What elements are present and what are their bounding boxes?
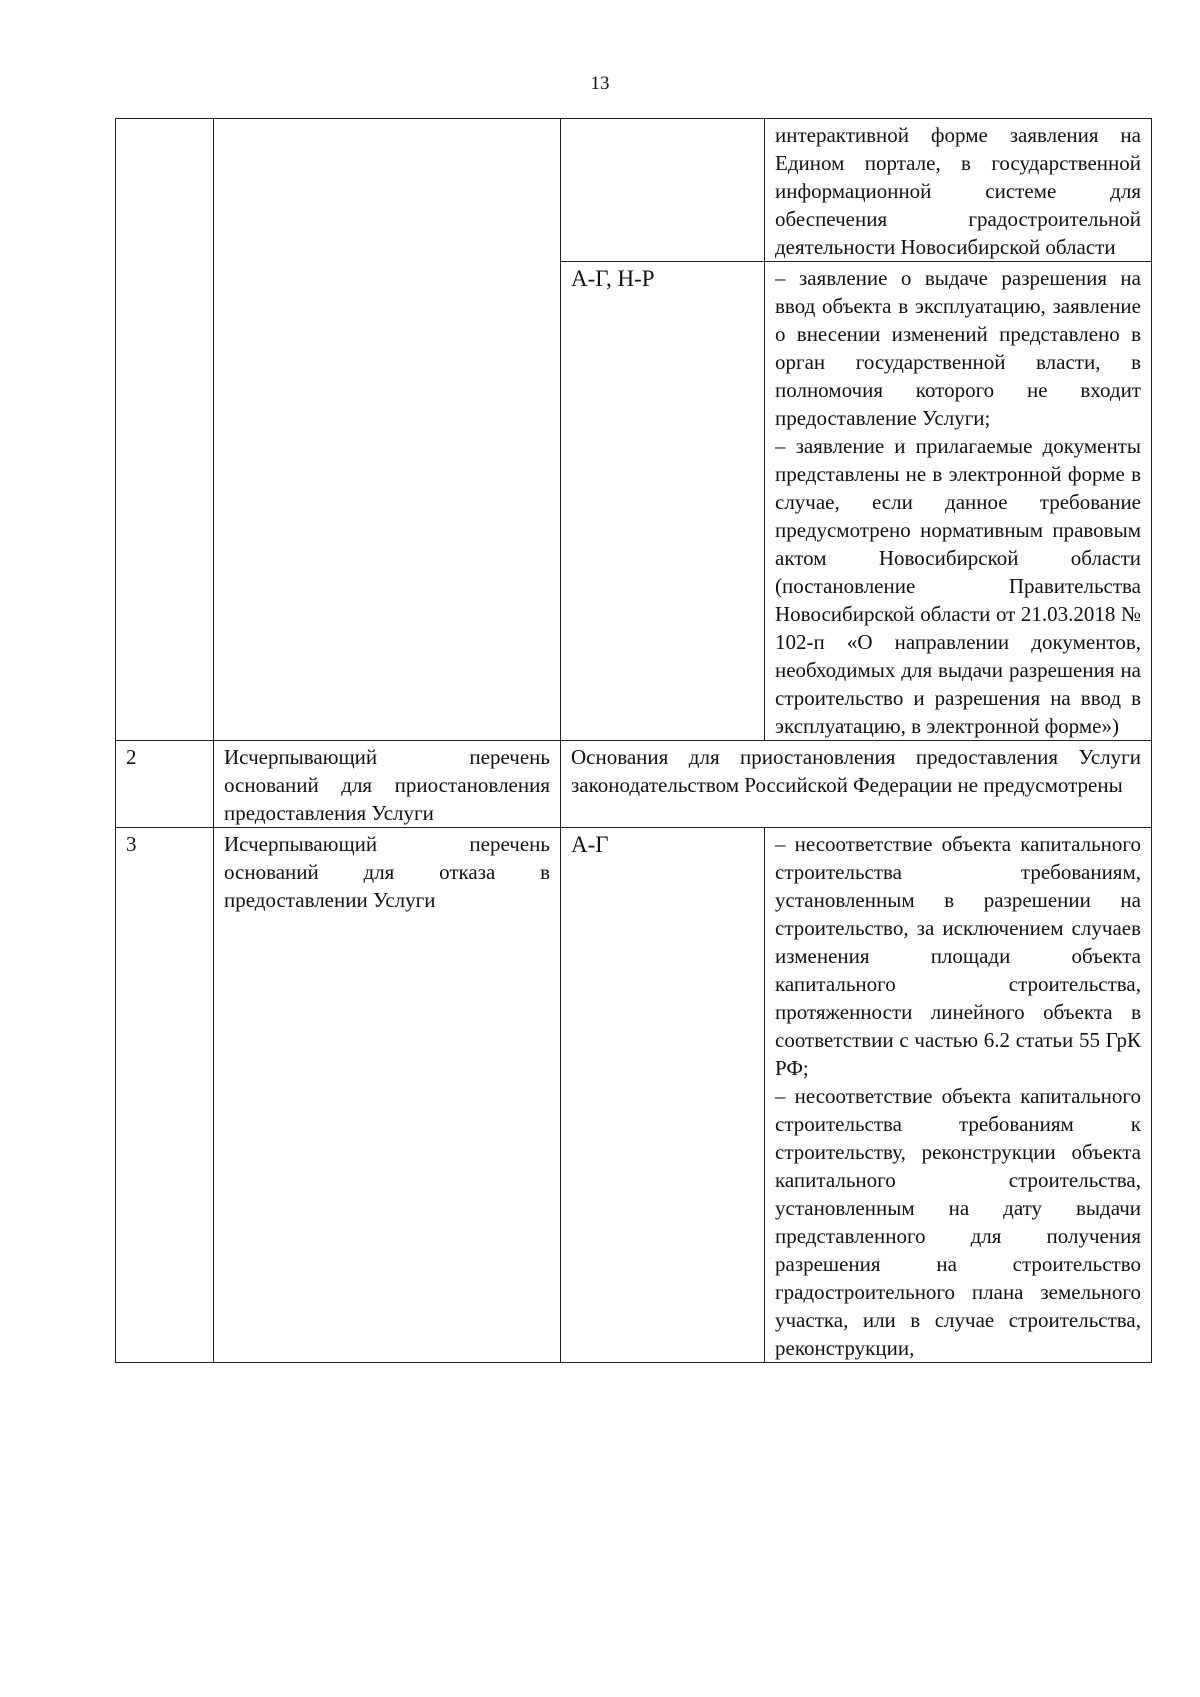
code-cell — [561, 828, 765, 1363]
row-text: Основания для приостановления предоставления Услуги законодательством Российской Федерации не предусмотрены — [571, 745, 1141, 797]
row-title-cell — [214, 741, 561, 828]
table-row — [116, 741, 1152, 828]
row-number: 3 — [126, 832, 137, 856]
table-row — [116, 828, 1152, 1363]
row-title-cell — [214, 828, 561, 1363]
row-number-cell — [116, 828, 214, 1363]
row-title: Исчерпывающий перечень оснований для приостановления предоставления Услуги — [224, 745, 550, 825]
reason-paragraph: – несоответствие объекта капитального строительства требованиям, установленным в разрешении на строительство, за исключением случаев изменения площади объекта капитального строительства, протяженности линейного объекта в соответствии с частью 6.2 статьи 55 ГрК РФ; — [775, 832, 1141, 1080]
merged-text-cell — [561, 741, 1152, 828]
service-code: А-Г — [571, 832, 609, 857]
row-number: 2 — [126, 745, 137, 769]
code-cell — [561, 262, 765, 741]
reason-paragraph: – заявление и прилагаемые документы представлены не в электронной форме в случае, если данное требование предусмотрено нормативным правовым актом Новосибирской области (постановление Правительства Новосибирской области от 21.03.2018 № 102-п «О направлении документов, необходимых для выдачи разрешения на строительство и разрешения на ввод в эксплуатацию, в электронной форме») — [775, 434, 1141, 738]
reason-paragraph: – несоответствие объекта капитального строительства требованиям к строительству, реконструкции объекта капитального строительства, установленным на дату выдачи представленного для получения разрешения на строительство градостроительного плана земельного участка, или в случае строительства, реконструкции, — [775, 1084, 1141, 1360]
table-row — [116, 119, 1152, 262]
reason-cell — [765, 262, 1152, 741]
page-number: 13 — [590, 73, 610, 94]
reason-cell — [765, 119, 1152, 262]
service-code: А-Г, Н-Р — [571, 266, 655, 291]
row-title: Исчерпывающий перечень оснований для отказа в предоставлении Услуги — [224, 832, 550, 912]
code-cell — [561, 119, 765, 262]
row-number-cell — [116, 741, 214, 828]
row-number-cell — [116, 119, 214, 741]
reason-cell — [765, 828, 1152, 1363]
reason-paragraph: – заявление о выдаче разрешения на ввод объекта в эксплуатацию, заявление о внесении изменений представлено в орган государственной власти, в полномочия которого не входит предоставление Услуги; — [775, 266, 1141, 430]
row-title-cell — [214, 119, 561, 741]
reason-text: интерактивной форме заявления на Едином портале, в государственной информационной системе для обеспечения градостроительной деятельности Новосибирской области — [775, 123, 1141, 259]
services-table — [115, 118, 1152, 1363]
